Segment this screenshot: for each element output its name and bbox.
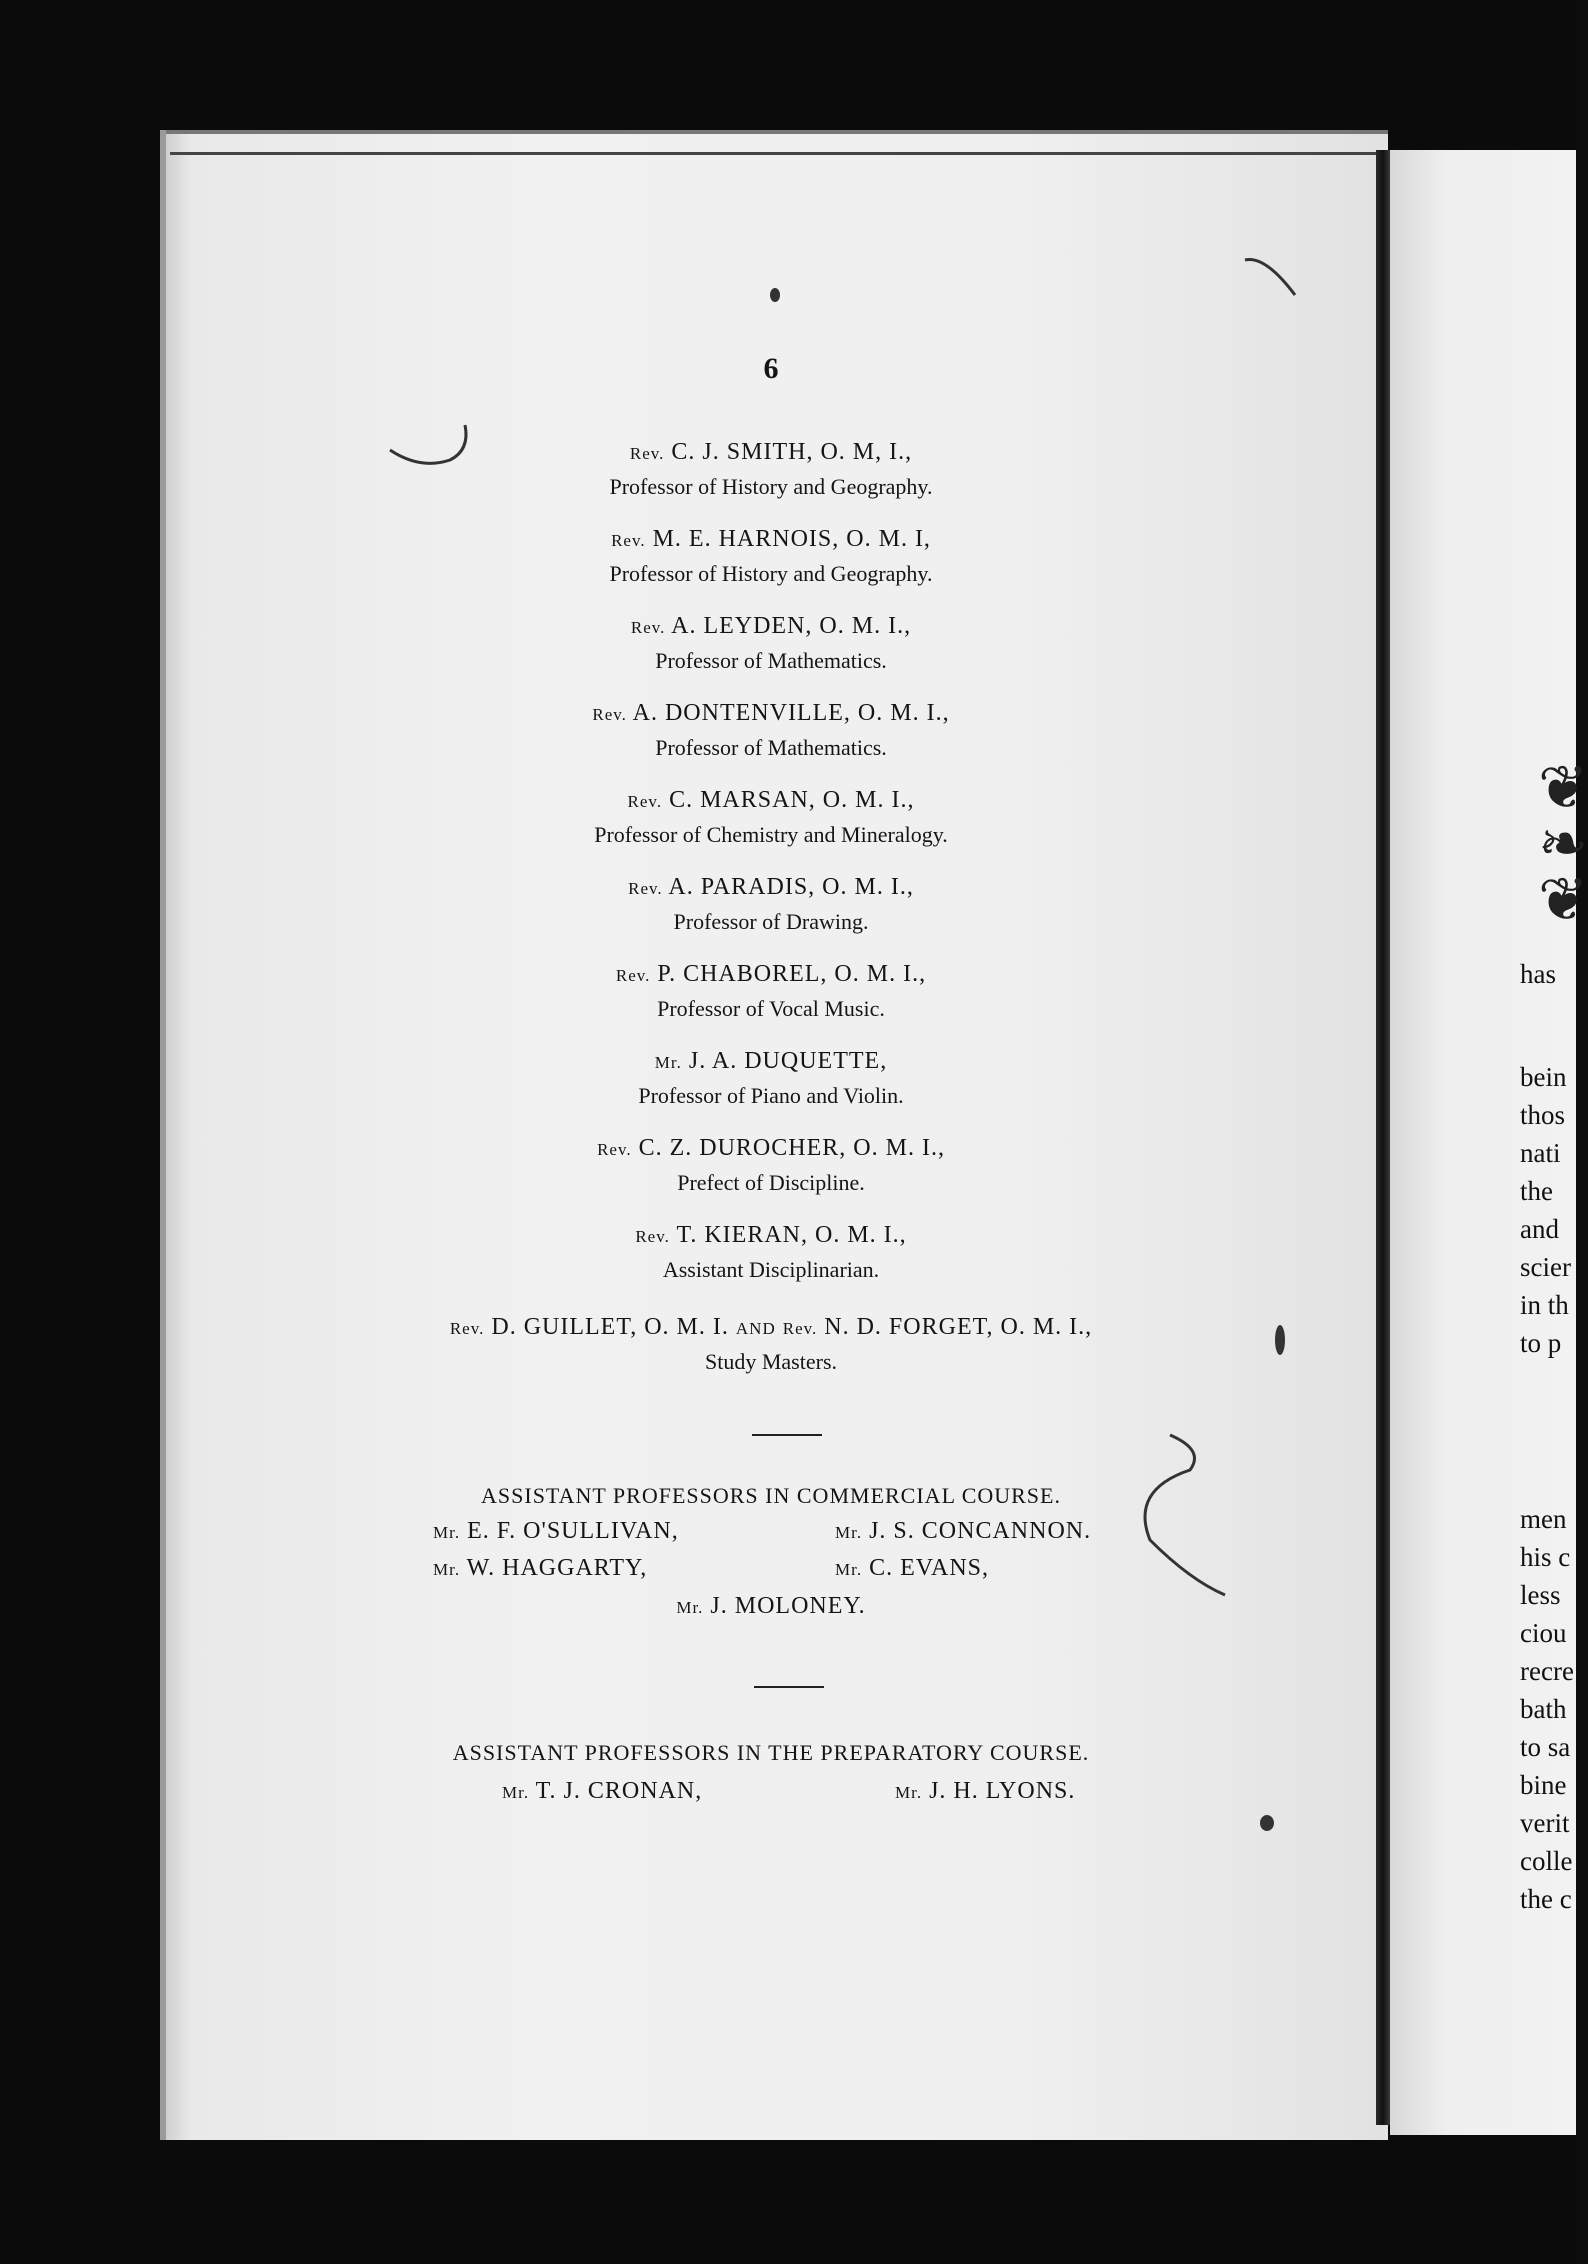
staff-name-line	[160, 783, 1382, 819]
commercial-heading: ASSISTANT PROFESSORS IN COMMERCIAL COURSE.	[481, 1483, 1061, 1508]
staff-name-line	[160, 522, 1382, 558]
conjunction: AND	[735, 1319, 776, 1338]
next-page-fragment: verit	[1520, 1808, 1570, 1838]
staff-name: E. F. O'SULLIVAN,	[467, 1518, 679, 1544]
staff-role: Professor of History and Geography.	[609, 474, 933, 499]
staff-title: Rev.	[635, 1227, 670, 1246]
staff-name-line	[160, 1131, 1382, 1167]
staff-name: A. DONTENVILLE, O. M. I.,	[632, 700, 950, 726]
next-page-fragment: ciou	[1520, 1618, 1567, 1648]
staff-name-line	[160, 870, 1382, 906]
staff-title: Mr.	[835, 1560, 863, 1579]
staff-name: J. S. CONCANNON.	[869, 1518, 1092, 1544]
next-page-fragment: colle	[1520, 1846, 1573, 1876]
staff-title: Rev.	[627, 792, 663, 811]
staff-role: Professor of Mathematics.	[655, 735, 887, 760]
staff-title: Mr.	[502, 1783, 530, 1802]
commercial-left-name	[433, 1518, 679, 1545]
staff-role: Professor of Vocal Music.	[657, 996, 885, 1021]
staff-role: Prefect of Discipline.	[677, 1170, 865, 1195]
study-masters-line	[160, 1310, 1382, 1346]
commercial-right-name	[835, 1518, 1091, 1545]
next-page-fragment: bath	[1520, 1694, 1567, 1724]
staff-name: A. PARADIS, O. M. I.,	[668, 874, 914, 900]
staff-name: M. E. HARNOIS, O. M. I,	[652, 526, 931, 552]
study-masters-entry	[160, 1310, 1382, 1378]
staff-name: C. Z. DUROCHER, O. M. I.,	[638, 1135, 945, 1161]
staff-entry	[160, 435, 1382, 503]
staff-entry	[160, 609, 1382, 677]
staff-role: Professor of Mathematics.	[655, 648, 887, 673]
staff-title: Rev.	[615, 966, 651, 985]
staff-title: Mr.	[676, 1598, 704, 1617]
next-page-fragment: the	[1520, 1176, 1553, 1206]
staff-title: Mr.	[835, 1523, 863, 1542]
staff-name: N. D. FORGET, O. M. I.,	[824, 1314, 1093, 1340]
staff-role: Professor of History and Geography.	[609, 561, 933, 586]
staff-name-line	[160, 1044, 1382, 1080]
ink-speck	[770, 288, 780, 302]
staff-entry	[160, 522, 1382, 590]
next-page-fragment: men	[1520, 1504, 1567, 1534]
page-number: 6	[763, 352, 779, 385]
next-page-fragment: in th	[1520, 1290, 1569, 1320]
staff-title: Mr.	[654, 1053, 682, 1072]
staff-name-line	[160, 435, 1382, 471]
staff-role: Study Masters.	[705, 1349, 837, 1374]
staff-name: P. CHABOREL, O. M. I.,	[657, 961, 927, 987]
staff-title: Rev.	[592, 705, 627, 724]
commercial-left-name	[433, 1555, 647, 1582]
staff-title: Rev.	[611, 531, 646, 550]
staff-entry	[160, 783, 1382, 851]
staff-name: J. H. LYONS.	[929, 1778, 1076, 1804]
staff-name: A. LEYDEN, O. M. I.,	[671, 613, 912, 639]
ink-speck	[1260, 1815, 1274, 1831]
pencil-mark	[1240, 250, 1300, 310]
next-page-fragment: bine	[1520, 1770, 1567, 1800]
staff-name: W. HAGGARTY,	[466, 1555, 648, 1581]
staff-title: Rev.	[629, 444, 665, 463]
staff-title: Rev.	[449, 1319, 485, 1338]
commercial-right-name	[835, 1555, 989, 1582]
staff-role: Assistant Disciplinarian.	[662, 1257, 880, 1282]
page-top-rule	[170, 152, 1400, 155]
staff-name: C. EVANS,	[869, 1555, 990, 1581]
staff-title: Mr.	[433, 1523, 461, 1542]
staff-name-line	[160, 696, 1382, 732]
staff-title: Mr.	[895, 1783, 923, 1802]
staff-entry	[160, 1131, 1382, 1199]
staff-name-line	[160, 957, 1382, 993]
preparatory-right-name	[895, 1778, 1075, 1805]
section-divider	[752, 1434, 822, 1436]
staff-name: C. MARSAN, O. M. I.,	[669, 787, 915, 813]
staff-role: Professor of Chemistry and Mineralogy.	[594, 822, 948, 847]
next-page-fragment: thos	[1520, 1100, 1566, 1130]
staff-title: Mr.	[433, 1560, 461, 1579]
staff-name: D. GUILLET, O. M. I.	[491, 1314, 729, 1340]
staff-title: Rev.	[597, 1140, 632, 1159]
staff-name: C. J. SMITH, O. M, I.,	[671, 439, 913, 465]
staff-name-line	[160, 609, 1382, 645]
next-page-fragment: to sa	[1520, 1732, 1571, 1762]
next-page-fragment: nati	[1520, 1138, 1561, 1168]
staff-title: Rev.	[782, 1319, 818, 1338]
next-page-fragment: the c	[1520, 1884, 1572, 1914]
decorative-initial-icon: ❦ ❧ ❦	[1538, 755, 1588, 933]
commercial-center-name	[160, 1593, 1382, 1620]
next-page-fragment: recre	[1520, 1656, 1574, 1686]
staff-title: Rev.	[628, 879, 663, 898]
staff-entry	[160, 696, 1382, 764]
pencil-mark	[1130, 1430, 1240, 1610]
next-page-fragment: to p	[1520, 1328, 1562, 1358]
next-page-fragment: his c	[1520, 1542, 1571, 1572]
section-divider	[754, 1686, 824, 1688]
staff-name: J. MOLONEY.	[710, 1593, 866, 1619]
next-page-fragment: has	[1520, 959, 1556, 989]
staff-name: T. KIERAN, O. M. I.,	[676, 1222, 907, 1248]
staff-title: Rev.	[630, 618, 666, 637]
next-page-fragment: and	[1520, 1214, 1559, 1244]
staff-name-line	[160, 1218, 1382, 1254]
preparatory-left-name	[502, 1778, 702, 1805]
staff-entry	[160, 957, 1382, 1025]
staff-role: Professor of Piano and Violin.	[638, 1083, 904, 1108]
staff-role: Professor of Drawing.	[673, 909, 869, 934]
next-page-fragment: scier	[1520, 1252, 1571, 1282]
staff-name: J. A. DUQUETTE,	[688, 1048, 888, 1074]
staff-name: T. J. CRONAN,	[535, 1778, 703, 1804]
staff-entry	[160, 1044, 1382, 1112]
staff-entry	[160, 1218, 1382, 1286]
preparatory-heading: ASSISTANT PROFESSORS IN THE PREPARATORY COURSE.	[452, 1740, 1090, 1765]
next-page-fragment: bein	[1520, 1062, 1567, 1092]
staff-entry	[160, 870, 1382, 938]
next-page-fragment: less	[1520, 1580, 1561, 1610]
